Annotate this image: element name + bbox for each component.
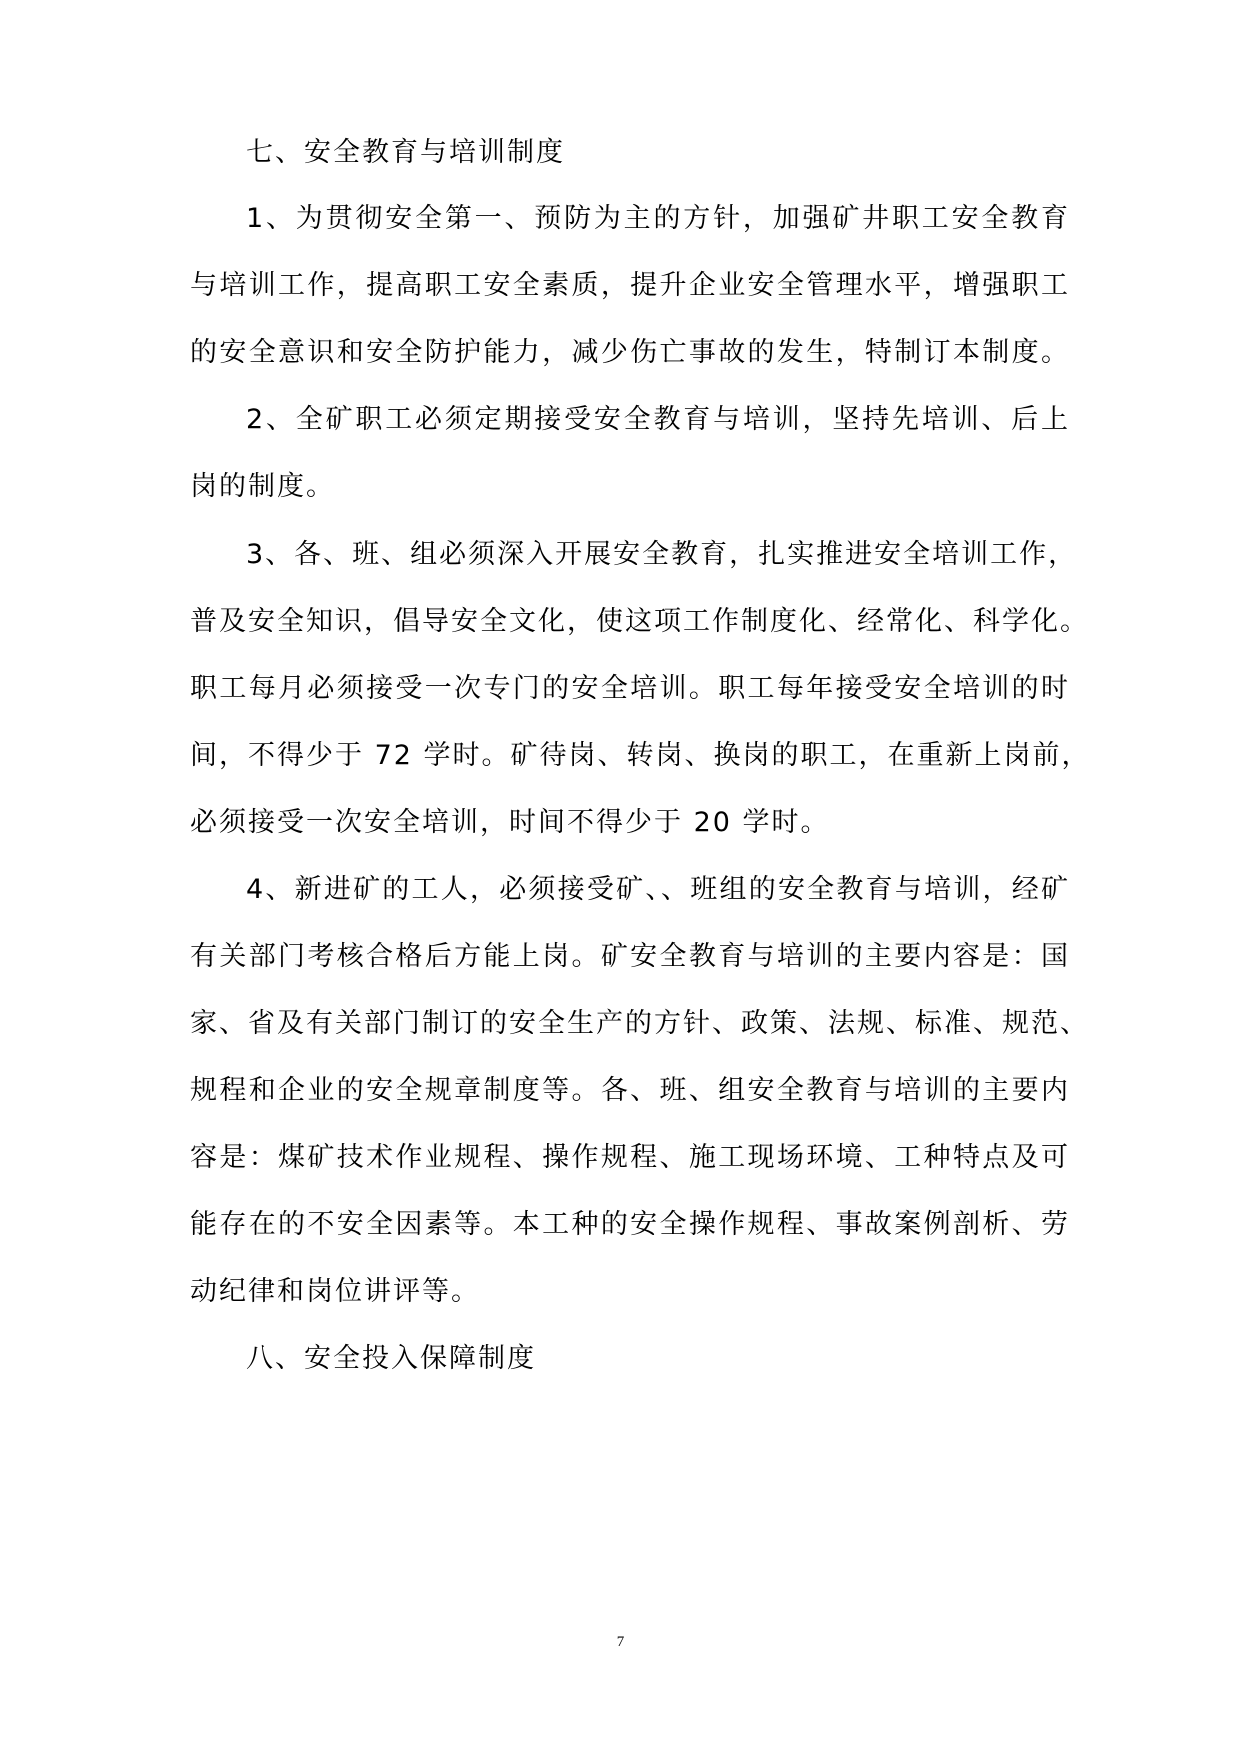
paragraph-line: 有关部门考核合格后方能上岗。矿安全教育与培训的主要内容是：国 xyxy=(190,941,1070,972)
paragraph-line: 与培训工作，提高职工安全素质，提升企业安全管理水平，增强职工 xyxy=(190,270,1070,301)
paragraph-line: 容是：煤矿技术作业规程、操作规程、施工现场环境、工种特点及可 xyxy=(190,1142,1070,1173)
paragraph-line: 能存在的不安全因素等。本工种的安全操作规程、事故案例剖析、劳 xyxy=(190,1209,1070,1240)
paragraph-line: 职工每月必须接受一次专门的安全培训。职工每年接受安全培训的时 xyxy=(190,673,1070,704)
paragraph-line: 岗的制度。 xyxy=(190,471,335,502)
paragraph-line: 4、新进矿的工人，必须接受矿、、班组的安全教育与培训，经矿 xyxy=(246,874,1070,905)
page-number: 7 xyxy=(616,1634,625,1650)
paragraph-line: 3、各、班、组必须深入开展安全教育，扎实推进安全培训工作， xyxy=(246,539,1078,570)
paragraph-line: 必须接受一次安全培训，时间不得少于 20 学时。 xyxy=(190,807,830,838)
paragraph-line: 间，不得少于 72 学时。矿待岗、转岗、换岗的职工，在重新上岗前， xyxy=(190,740,1091,771)
paragraph-line: 动纪律和岗位讲评等。 xyxy=(190,1276,480,1307)
paragraph-line: 2、全矿职工必须定期接受安全教育与培训，坚持先培训、后上 xyxy=(246,404,1070,435)
paragraph-line: 的安全意识和安全防护能力，减少伤亡事故的发生，特制订本制度。 xyxy=(190,337,1070,368)
paragraph-line: 规程和企业的安全规章制度等。各、班、组安全教育与培训的主要内 xyxy=(190,1075,1070,1106)
section-heading-seven: 七、安全教育与培训制度 xyxy=(246,137,565,168)
paragraph-line: 普及安全知识，倡导安全文化，使这项工作制度化、经常化、科学化。 xyxy=(190,606,1089,637)
paragraph-line: 家、省及有关部门制订的安全生产的方针、政策、法规、标准、规范、 xyxy=(190,1008,1089,1039)
section-heading-eight: 八、安全投入保障制度 xyxy=(246,1343,536,1374)
paragraph-line: 1、为贯彻安全第一、预防为主的方针，加强矿井职工安全教育 xyxy=(246,203,1070,234)
